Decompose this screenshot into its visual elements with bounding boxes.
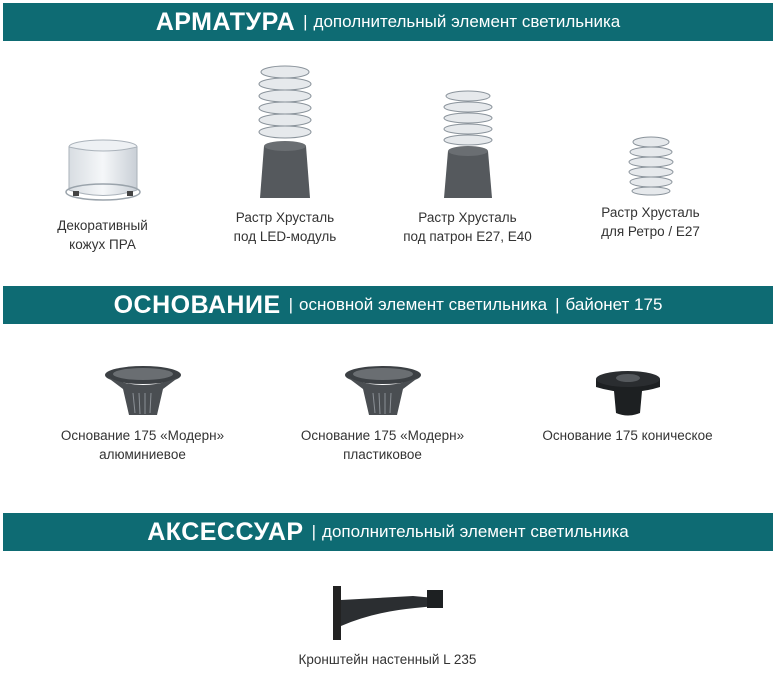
product-caption-line1: Основание 175 коническое xyxy=(542,428,713,443)
product-caption-line1: Растр Хрусталь xyxy=(418,210,517,225)
modern-base-aluminium-icon xyxy=(103,365,183,420)
section-title: АРМАТУРА xyxy=(155,7,296,36)
product-caption-line2: для Ретро / E27 xyxy=(601,224,700,239)
section-header-armatura xyxy=(3,3,773,41)
product-caption-line1: Кронштейн настенный L 235 xyxy=(298,652,477,667)
product-caption-line1: Растр Хрусталь xyxy=(235,210,335,225)
section-title: ОСНОВАНИЕ xyxy=(113,290,281,319)
section-extra: байонет 175 xyxy=(565,295,663,314)
product-base-conical[interactable] xyxy=(525,365,730,445)
product-caption-line2: алюминиевое xyxy=(99,447,186,462)
short-ribbed-lamp-icon xyxy=(623,135,679,197)
separator: | xyxy=(303,12,308,31)
section-header-aksessuar xyxy=(3,513,773,551)
product-base-modern-plastic[interactable] xyxy=(285,365,480,464)
separator: | xyxy=(555,295,560,314)
product-caption-line2: под патрон E27, E40 xyxy=(403,229,532,244)
product-caption-line1: Растр Хрусталь xyxy=(601,205,700,220)
product-wall-bracket[interactable] xyxy=(280,582,495,669)
wall-bracket-icon xyxy=(323,582,453,644)
product-raster-led[interactable] xyxy=(205,62,365,246)
section-subtitle: дополнительный элемент светильника xyxy=(322,522,629,541)
modern-base-plastic-icon xyxy=(343,365,423,420)
clear-dome-cover-icon xyxy=(63,135,143,210)
section-subtitle: основной элемент светильника xyxy=(299,295,548,314)
product-decorative-cover[interactable] xyxy=(30,135,175,254)
section-header-osnovanie xyxy=(3,286,773,324)
product-raster-retro[interactable] xyxy=(578,135,723,241)
section-subtitle: дополнительный элемент светильника xyxy=(313,12,621,31)
product-caption-line2: кожух ПРА xyxy=(69,237,136,252)
product-base-modern-aluminium[interactable] xyxy=(45,365,240,464)
section-title: АКСЕССУАР xyxy=(147,517,304,546)
product-caption-line1: Декоративный xyxy=(57,218,148,233)
product-raster-e27-e40[interactable] xyxy=(385,87,550,246)
tall-ribbed-lamp-icon xyxy=(250,62,320,202)
conical-base-icon xyxy=(588,365,668,420)
product-caption-line2: пластиковое xyxy=(343,447,422,462)
product-caption-line1: Основание 175 «Модерн» xyxy=(60,428,225,443)
medium-ribbed-lamp-icon xyxy=(436,87,500,202)
separator: | xyxy=(311,522,317,541)
separator: | xyxy=(288,295,294,314)
product-caption-line2: под LED-модуль xyxy=(233,229,337,244)
product-caption-line1: Основание 175 «Модерн» xyxy=(300,428,465,443)
